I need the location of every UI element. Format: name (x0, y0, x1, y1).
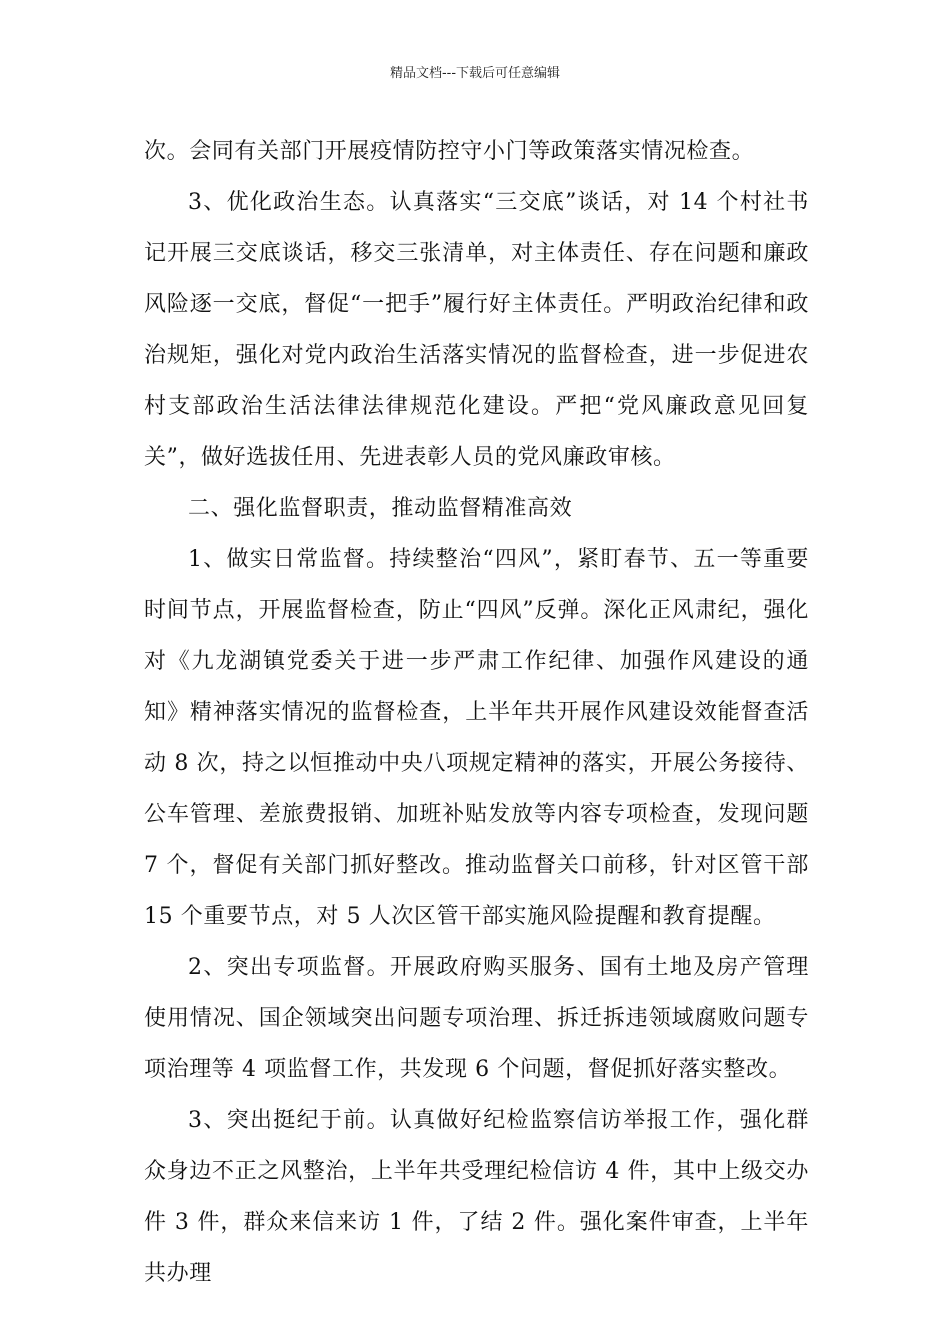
document-body (144, 126, 809, 1299)
page-header: 精品文档---下载后可任意编辑 (389, 66, 561, 81)
paragraph-special-supervision: 2、突出专项监督。开展政府购买服务、国有土地及房产管理使用情况、国企领域突出问题专项治理、拆迁拆违领域腐败问题专项治理等 4 项监督工作，共发现 6 个问题，督促抓好落实整改。 (144, 955, 809, 1082)
paragraph-daily-supervision: 1、做实日常监督。持续整治“四风”，紧盯春节、五一等重要时间节点，开展监督检查，防止“四风”反弹。深化正风肃纪，强化对《九龙湖镇党委关于进一步严肃工作纪律、加强作风建设的通知》精神落实情况的监督检查，上半年共开展作风建设效能督查活动 8 次，持之以恒推动中央八项规定精神的落实，开展公务接待、公车管理、差旅费报销、加班补贴发放等内容专项检查，发现问题 7 个，督促有关部门抓好整改。推动监督关口前移，针对区管干部 15 个重要节点，对 5 人次区管干部实施风险提醒和教育提醒。 (144, 547, 809, 929)
section-heading-supervision: 二、强化监督职责，推动监督精准高效 (188, 496, 573, 521)
paragraph-continuation: 次。会同有关部门开展疫情防控守小门等政策落实情况检查。 (144, 139, 755, 164)
paragraph-discipline-first: 3、突出挺纪于前。认真做好纪检监察信访举报工作，强化群众身边不正之风整治，上半年共受理纪检信访 4 件，其中上级交办件 3 件，群众来信来访 1 件，了结 2 件。强化案件审查，上半年共办理 (144, 1108, 809, 1286)
paragraph-political-ecology: 3、优化政治生态。认真落实“三交底”谈话，对 14 个村社书记开展三交底谈话，移交三张清单，对主体责任、存在问题和廉政风险逐一交底，督促“一把手”履行好主体责任。严明政治纪律和政治规矩，强化对党内政治生活落实情况的监督检查，进一步促进农村支部政治生活法律法律规范化建设。严把“党风廉政意见回复关”，做好选拔任用、先进表彰人员的党风廉政审核。 (144, 190, 809, 470)
